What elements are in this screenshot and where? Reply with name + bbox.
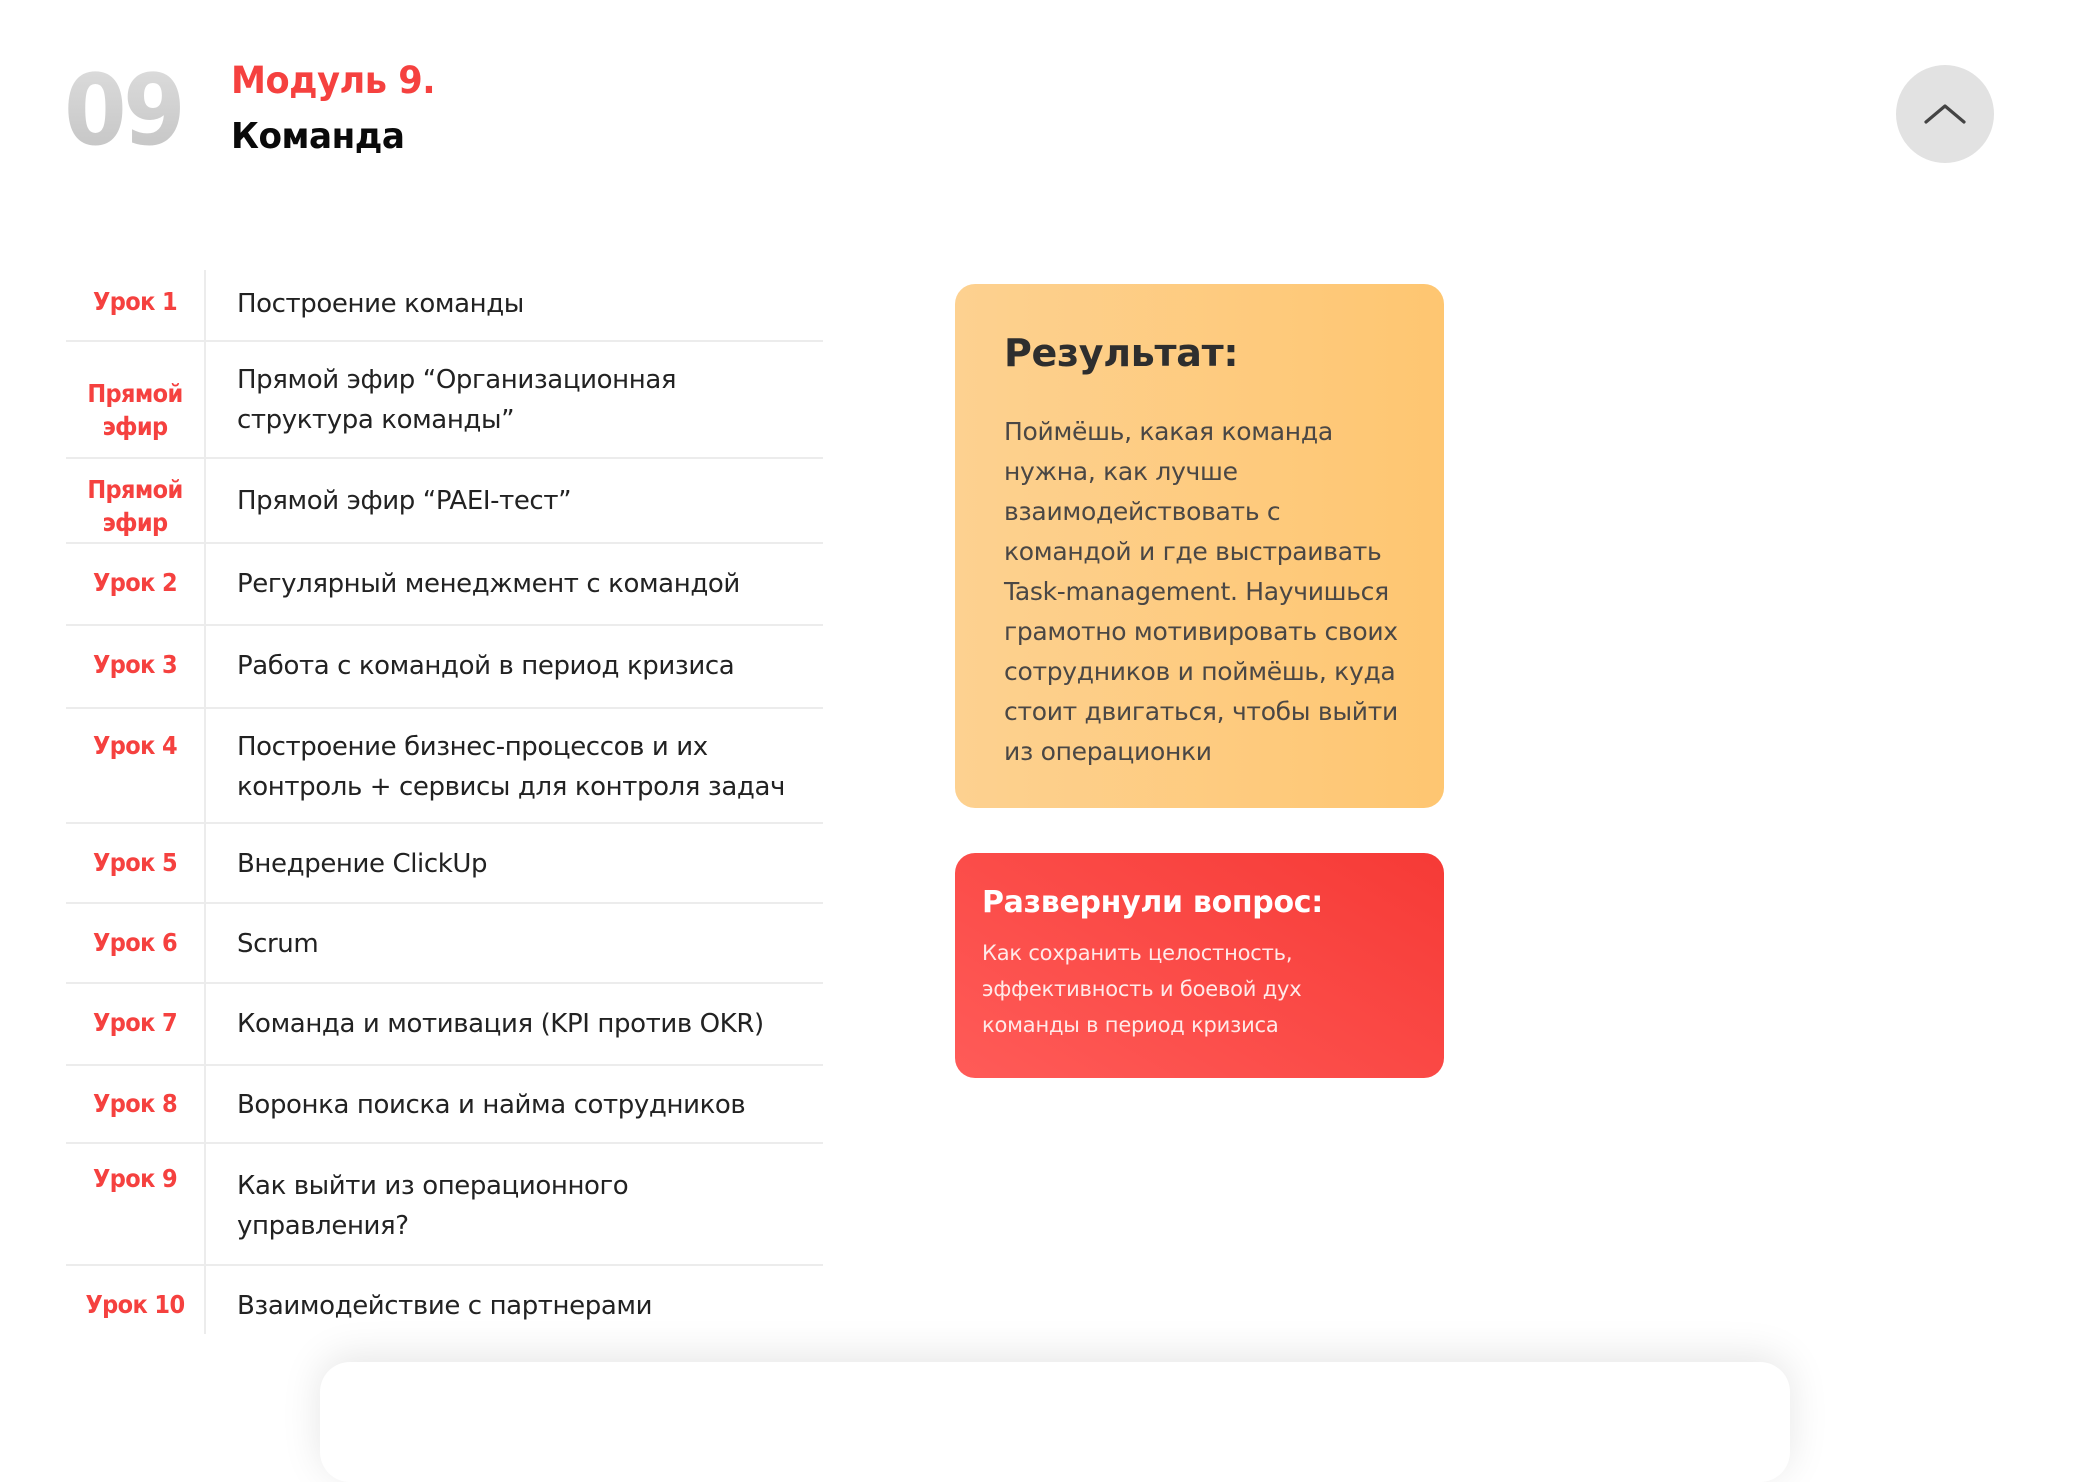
lesson-row (66, 342, 823, 459)
question-card (955, 853, 1444, 1078)
lesson-label: Урок 7 (66, 984, 206, 1064)
lesson-title: Внедрение ClickUp (237, 849, 488, 879)
result-line: грамотно мотивировать своих (1004, 617, 1398, 646)
lesson-label: Урок 1 (66, 270, 206, 340)
chevron-up-icon (1923, 102, 1967, 126)
lesson-title: Scrum (237, 929, 319, 959)
module-number: 09 (64, 54, 183, 168)
result-line: сотрудников и поймёшь, куда (1004, 657, 1396, 686)
lesson-label: Урок 4 (66, 709, 206, 822)
result-line: командой и где выстраивать (1004, 537, 1382, 566)
lesson-label: Урок 10 (66, 1266, 206, 1334)
result-line: стоит двигаться, чтобы выйти (1004, 697, 1398, 726)
lesson-label: Урок 5 (66, 824, 206, 902)
lesson-row (66, 709, 823, 824)
lesson-title: Как выйти из операционного управления? (237, 1171, 629, 1241)
lesson-row (66, 984, 823, 1066)
question-card-body (982, 935, 1424, 1043)
lesson-label: Урок 8 (66, 1066, 206, 1142)
lesson-title: Прямой эфир “Организационная структура команды” (237, 365, 677, 435)
result-line: из операционки (1004, 737, 1212, 766)
question-line: команды в период кризиса (982, 1013, 1279, 1037)
lesson-title: Построение бизнес-процессов и их контроль + сервисы для контроля задач (237, 732, 785, 802)
module-label: Модуль 9. (231, 59, 436, 102)
lesson-label: Прямой эфир (66, 459, 206, 542)
lesson-label: Урок 3 (66, 626, 206, 707)
lesson-label: Прямой эфир (66, 342, 206, 457)
lesson-label: Урок 9 (66, 1144, 206, 1264)
lesson-row (66, 904, 823, 984)
lesson-title: Воронка поиска и найма сотрудников (237, 1090, 746, 1120)
lesson-row (66, 544, 823, 626)
result-card-body (1004, 412, 1420, 772)
question-line: эффективность и боевой дух (982, 977, 1302, 1001)
lesson-list (66, 270, 823, 1334)
lesson-title: Построение команды (237, 289, 524, 319)
result-line: нужна, как лучше (1004, 457, 1238, 486)
result-card (955, 284, 1444, 808)
lesson-row (66, 626, 823, 709)
lesson-title: Регулярный менеджмент с командой (237, 569, 740, 599)
lesson-row (66, 824, 823, 904)
lesson-label: Урок 2 (66, 544, 206, 624)
result-card-title: Результат: (1004, 331, 1239, 375)
lesson-row (66, 1266, 823, 1334)
question-card-title: Развернули вопрос: (982, 885, 1323, 920)
lesson-title: Прямой эфир “PAEI-тест” (237, 486, 572, 516)
next-module-card-edge (320, 1362, 1790, 1482)
lesson-row (66, 459, 823, 544)
result-line: Task-management. Научишься (1004, 577, 1389, 606)
lesson-row (66, 1066, 823, 1144)
lesson-label: Урок 6 (66, 904, 206, 982)
lesson-title: Работа с командой в период кризиса (237, 651, 735, 681)
question-line: Как сохранить целостность, (982, 941, 1293, 965)
lesson-row (66, 1144, 823, 1266)
result-line: Поймёшь, какая команда (1004, 417, 1333, 446)
module-title: Команда (231, 116, 405, 157)
result-line: взаимодействовать с (1004, 497, 1281, 526)
collapse-module-button[interactable] (1896, 65, 1994, 163)
lesson-title: Взаимодействие с партнерами (237, 1291, 653, 1321)
lesson-title: Команда и мотивация (KPI против OKR) (237, 1009, 764, 1039)
lesson-row (66, 270, 823, 342)
